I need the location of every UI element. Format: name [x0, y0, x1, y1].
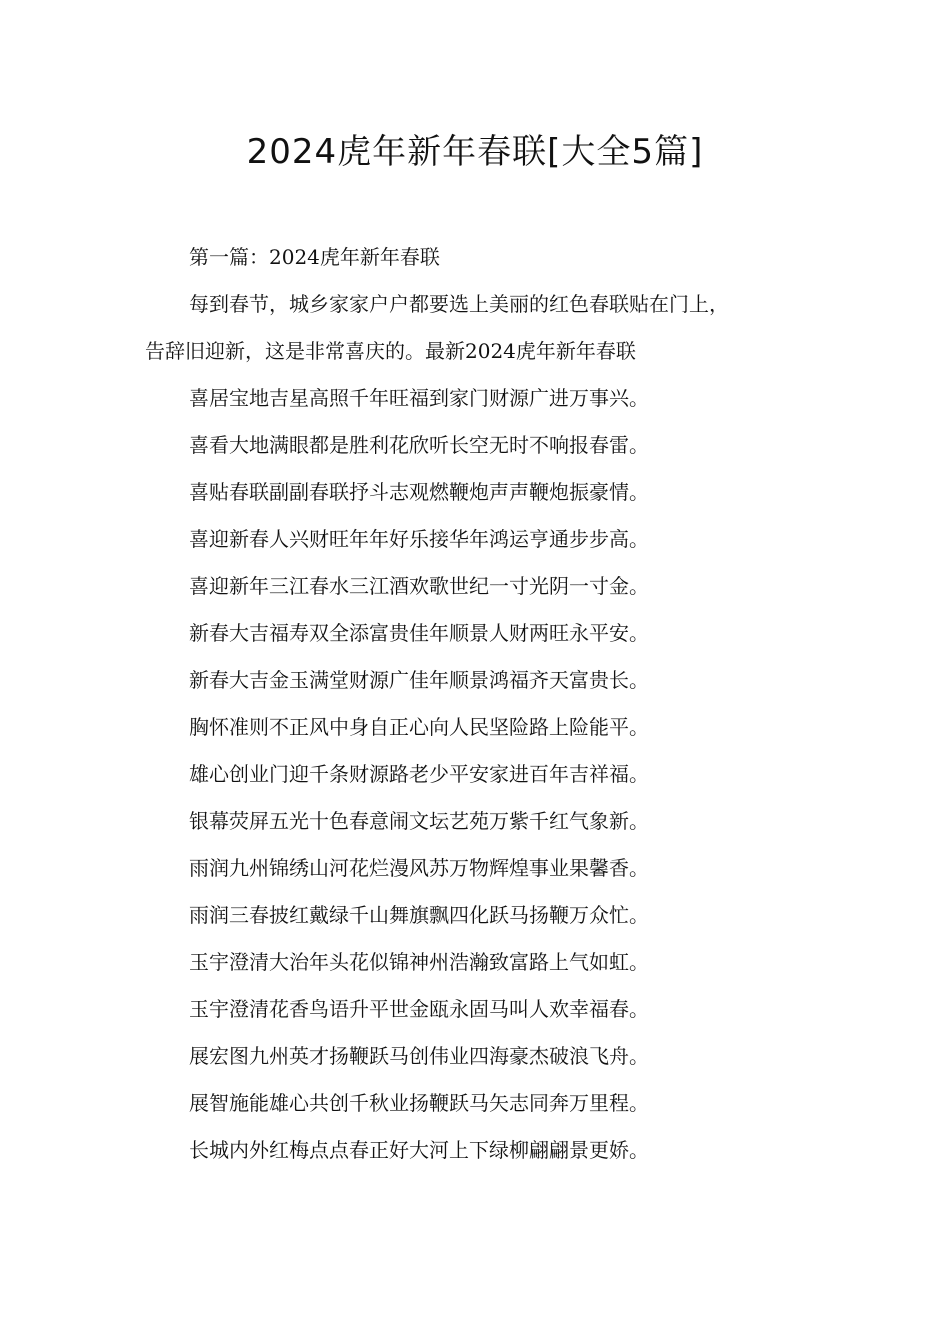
couplet-line: 展宏图九州英才扬鞭跃马创伟业四海豪杰破浪飞舟。 — [189, 1044, 649, 1068]
intro-paragraph-line-1: 每到春节，城乡家家户户都要选上美丽的红色春联贴在门上， — [189, 292, 729, 316]
couplet-line: 长城内外红梅点点春正好大河上下绿柳翩翩景更娇。 — [189, 1138, 649, 1162]
couplet-line: 喜迎新春人兴财旺年年好乐接华年鸿运亨通步步高。 — [189, 527, 649, 551]
couplet-line: 喜贴春联副副春联抒斗志观燃鞭炮声声鞭炮振豪情。 — [189, 480, 649, 504]
document-title: 2024虎年新年春联[大全5篇] — [246, 132, 704, 172]
couplet-line: 喜看大地满眼都是胜利花欣听长空无时不响报春雷。 — [189, 433, 649, 457]
couplet-line: 玉宇澄清花香鸟语升平世金瓯永固马叫人欢幸福春。 — [189, 997, 649, 1021]
couplet-line: 雄心创业门迎千条财源路老少平安家进百年吉祥福。 — [189, 762, 649, 786]
couplet-line: 雨润九州锦绣山河花烂漫风苏万物辉煌事业果馨香。 — [189, 856, 649, 880]
couplet-line: 胸怀准则不正风中身自正心向人民坚险路上险能平。 — [189, 715, 649, 739]
couplet-list — [145, 375, 825, 1174]
intro-paragraph-line-2: 告辞旧迎新，这是非常喜庆的。最新2024虎年新年春联 — [145, 339, 636, 363]
couplet-line: 银幕荧屏五光十色春意闹文坛艺苑万紫千红气象新。 — [189, 809, 649, 833]
couplet-line: 喜居宝地吉星高照千年旺福到家门财源广进万事兴。 — [189, 386, 649, 410]
document-body — [145, 234, 825, 1174]
couplet-line: 新春大吉金玉满堂财源广佳年顺景鸿福齐天富贵长。 — [189, 668, 649, 692]
couplet-line: 玉宇澄清大治年头花似锦神州浩瀚致富路上气如虹。 — [189, 950, 649, 974]
couplet-line: 喜迎新年三江春水三江酒欢歌世纪一寸光阴一寸金。 — [189, 574, 649, 598]
section-heading: 第一篇：2024虎年新年春联 — [189, 245, 440, 269]
couplet-line: 雨润三春披红戴绿千山舞旗飘四化跃马扬鞭万众忙。 — [189, 903, 649, 927]
couplet-line: 新春大吉福寿双全添富贵佳年顺景人财两旺永平安。 — [189, 621, 649, 645]
couplet-line: 展智施能雄心共创千秋业扬鞭跃马矢志同奔万里程。 — [189, 1091, 649, 1115]
